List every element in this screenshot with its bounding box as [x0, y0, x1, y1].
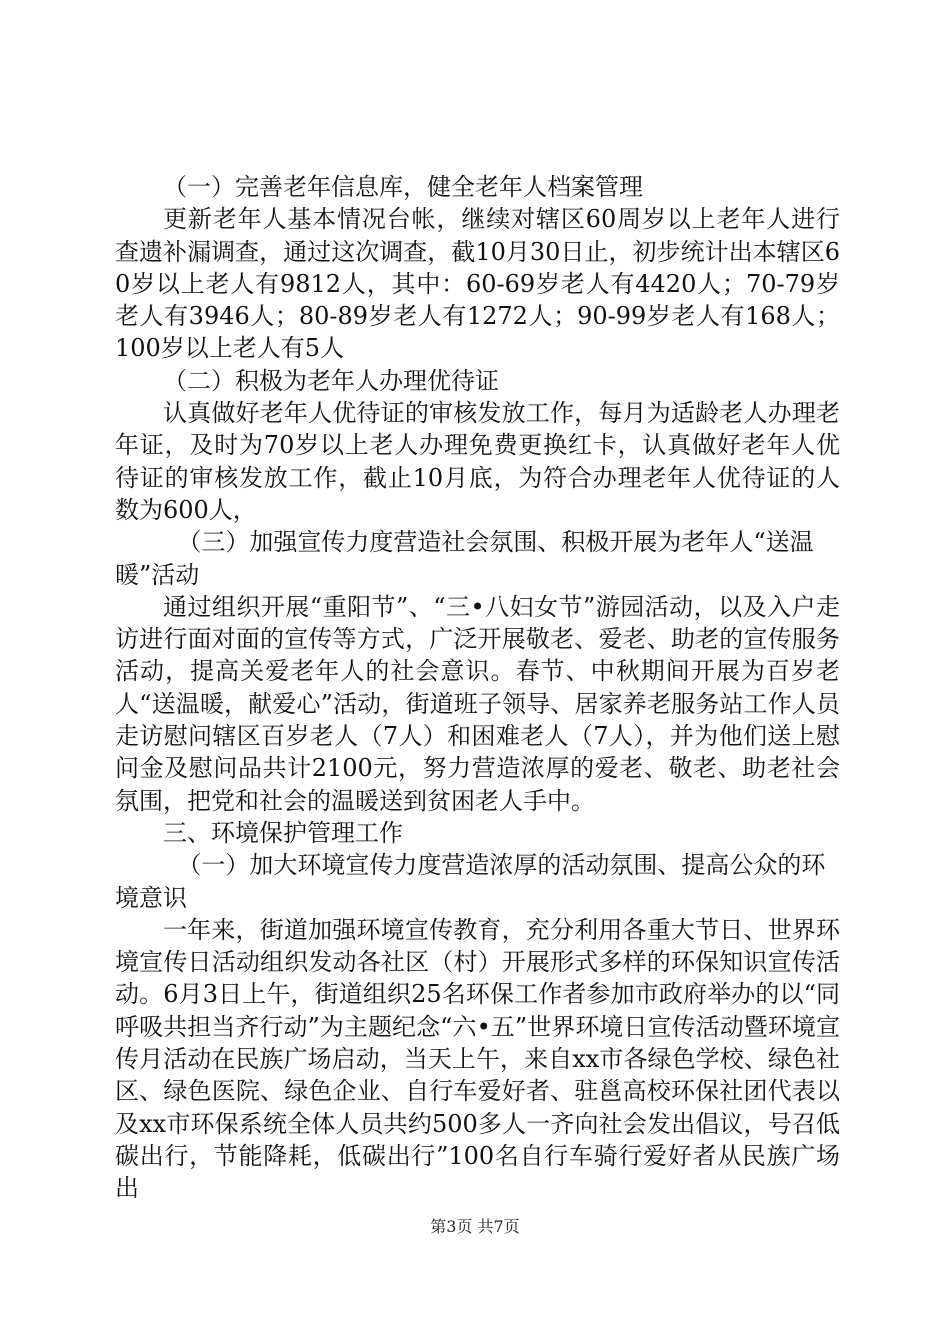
page-number-footer: 第3页 共7页 — [430, 1217, 520, 1236]
paragraph-warmth-activities: 通过组织开展“重阳节”、“三•八妇女节”游园活动，以及入户走访进行面对面的宣传等方式，广泛开展敬老、爱老、助老的宣传服务活动，提高关爱老年人的社会意识。春节、中秋期间开展为百岁老人“送温暖，献爱心”活动，街道班子领导、居家养老服务站工作人员走访慰问辖区百岁老人（7人）和困难老人（7人），并为他们送上慰问金及慰问品共计2100元，努力营造浓厚的爱老、敬老、助老社会氛围，把党和社会的温暖送到贫困老人手中。 — [115, 592, 840, 815]
paragraph-elderly-statistics: 更新老年人基本情况台帐，继续对辖区60周岁以上老年人进行查遗补漏调查，通过这次调查，截10月30日止，初步统计出本辖区60岁以上老人有9812人，其中：60-69岁老人有4420人；70-79岁老人有3946人；80-89岁老人有1272人；90-99岁老人有168人；100岁以上老人有5人 — [115, 205, 840, 363]
section-heading-warmth-campaign: （三）加强宣传力度营造社会氛围、积极开展为老年人“送温暖”活动 — [115, 528, 814, 589]
paragraph-environment-activities: 一年来，街道加强环境宣传教育，充分利用各重大节日、世界环境宣传日活动组织发动各社区（村）开展形式多样的环保知识宣传活动。6月3日上午，街道组织25名环保工作者参加市政府举办的以“同呼吸共担当齐行动”为主题纪念“六•五”世界环境日宣传活动暨环境宣传月活动在民族广场启动，当天上午，来自xx市各绿色学校、绿色社区、绿色医院、绿色企业、自行车爱好者、驻邕高校环保社团代表以及xx市环保系统全体人员共约500多人一齐向社会发出倡议，号召低碳出行，节能降耗，低碳出行”100名自行车骑行爱好者从民族广场出 — [115, 915, 840, 1203]
document-body — [115, 171, 840, 1205]
section-heading-environment: 三、环境保护管理工作 — [163, 818, 403, 847]
section-heading-preferential-certificate: （二）积极为老年人办理优待证 — [163, 366, 499, 395]
paragraph-certificate-issuance: 认真做好老年人优待证的审核发放工作，每月为适龄老人办理老年证，及时为70岁以上老人办理免费更换红卡，认真做好老年人优待证的审核发放工作，截止10月底，为符合办理老年人优待证的人数为600人， — [115, 399, 840, 524]
section-heading-environment-publicity: （一）加大环境宣传力度营造浓厚的活动氛围、提高公众的环境意识 — [115, 851, 826, 912]
section-heading-elderly-database: （一）完善老年信息库，健全老年人档案管理 — [163, 173, 643, 201]
